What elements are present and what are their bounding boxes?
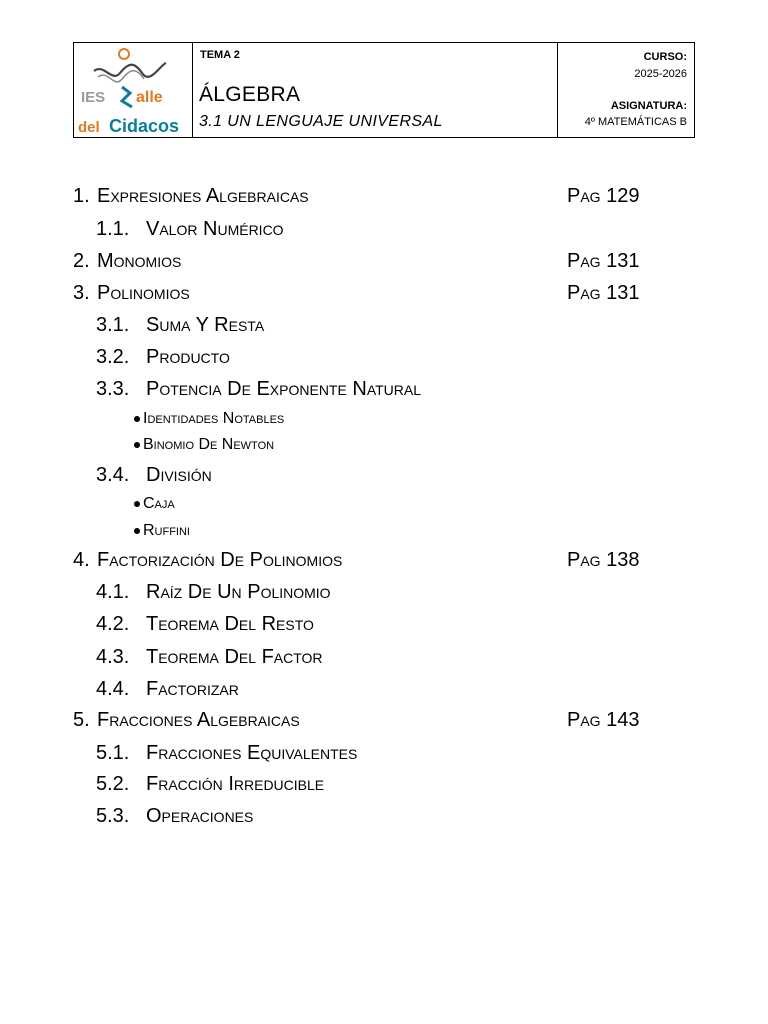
toc-subitem — [96, 772, 324, 796]
bullet-icon — [134, 442, 140, 448]
topic-number: TEMA 2 — [200, 49, 240, 61]
toc-number: 4.1. — [96, 581, 130, 603]
toc-label: Factorización De Polinomios — [97, 549, 343, 571]
toc-label: Suma Y Resta — [146, 314, 265, 336]
toc-number: 2. — [73, 250, 90, 272]
toc-subitem — [96, 580, 331, 604]
toc-label: Fracción Irreducible — [146, 773, 325, 795]
toc-page: Pag 131 — [567, 250, 640, 272]
toc-page: Pag 131 — [567, 282, 640, 304]
logo-cidacos-text: Cidacos — [109, 116, 180, 136]
logo-valle-text: alle — [136, 89, 163, 106]
toc-label: Valor Numérico — [146, 218, 284, 240]
toc-number: 1. — [73, 185, 90, 207]
toc-subitem — [96, 645, 323, 669]
toc-subitem — [96, 313, 264, 337]
toc-number: 4. — [73, 549, 90, 571]
toc-label: Fracciones Equivalentes — [146, 742, 358, 764]
page-subtitle: 3.1 UN LENGUAJE UNIVERSAL — [199, 113, 443, 130]
toc-number: 3.4. — [96, 464, 130, 486]
toc-number: 5.2. — [96, 773, 130, 795]
toc-bullet-item: Ruffini — [143, 522, 190, 539]
toc-subitem — [96, 463, 212, 487]
toc-page: Pag 143 — [567, 709, 640, 731]
asignatura-label: ASIGNATURA: — [610, 100, 687, 112]
toc-label: Producto — [146, 346, 230, 368]
toc-page: Pag 129 — [567, 185, 640, 207]
toc-number: 3.1. — [96, 314, 130, 336]
toc-number: 5. — [73, 709, 90, 731]
toc-number: 5.3. — [96, 805, 130, 827]
toc-label: Potencia De Exponente Natural — [146, 378, 422, 400]
bullet-icon — [134, 501, 140, 507]
toc-number: 4.4. — [96, 678, 130, 700]
toc-label: Monomios — [97, 250, 182, 272]
toc-label: Teorema Del Resto — [146, 613, 314, 635]
page-title: ÁLGEBRA — [199, 83, 301, 106]
toc-number: 4.3. — [96, 646, 130, 668]
curso-label: CURSO: — [643, 51, 687, 63]
toc-subitem — [96, 741, 357, 765]
toc-label: Raíz De Un Polinomio — [146, 581, 331, 603]
toc-label: Operaciones — [146, 805, 254, 827]
toc-subitem — [96, 677, 239, 701]
toc-label: Factorizar — [146, 678, 239, 700]
toc-item — [73, 281, 190, 305]
logo-del-text: del — [78, 119, 100, 136]
toc-bullet-item: Binomio De Newton — [143, 436, 275, 453]
toc-bullet-item: Caja — [143, 495, 175, 512]
toc-item — [73, 184, 309, 208]
toc-page: Pag 138 — [567, 549, 640, 571]
toc-number: 3.2. — [96, 346, 130, 368]
toc-subitem — [96, 804, 253, 828]
bullet-icon — [134, 416, 140, 422]
toc-subitem — [96, 377, 421, 401]
asignatura-value: 4º MATEMÁTICAS B — [584, 116, 687, 128]
toc-number: 1.1. — [96, 218, 130, 240]
toc-number: 3. — [73, 282, 90, 304]
toc-label: Polinomios — [97, 282, 190, 304]
toc-item — [73, 548, 342, 572]
toc-bullet-item: Identidades Notables — [143, 410, 285, 427]
toc-label: Fracciones Algebraicas — [97, 709, 300, 731]
toc-number: 3.3. — [96, 378, 130, 400]
toc-number: 5.1. — [96, 742, 130, 764]
toc-subitem — [96, 345, 230, 369]
toc-number: 4.2. — [96, 613, 130, 635]
toc-label: Teorema Del Factor — [146, 646, 323, 668]
toc-subitem — [96, 217, 284, 241]
toc-label: División — [146, 464, 212, 486]
logo-ies-text: IES — [81, 89, 106, 106]
bullet-icon — [134, 528, 140, 534]
toc-label: Expresiones Algebraicas — [97, 185, 309, 207]
curso-value: 2025-2026 — [634, 68, 687, 80]
toc-subitem — [96, 612, 314, 636]
toc-item — [73, 708, 300, 732]
toc-item — [73, 249, 181, 273]
